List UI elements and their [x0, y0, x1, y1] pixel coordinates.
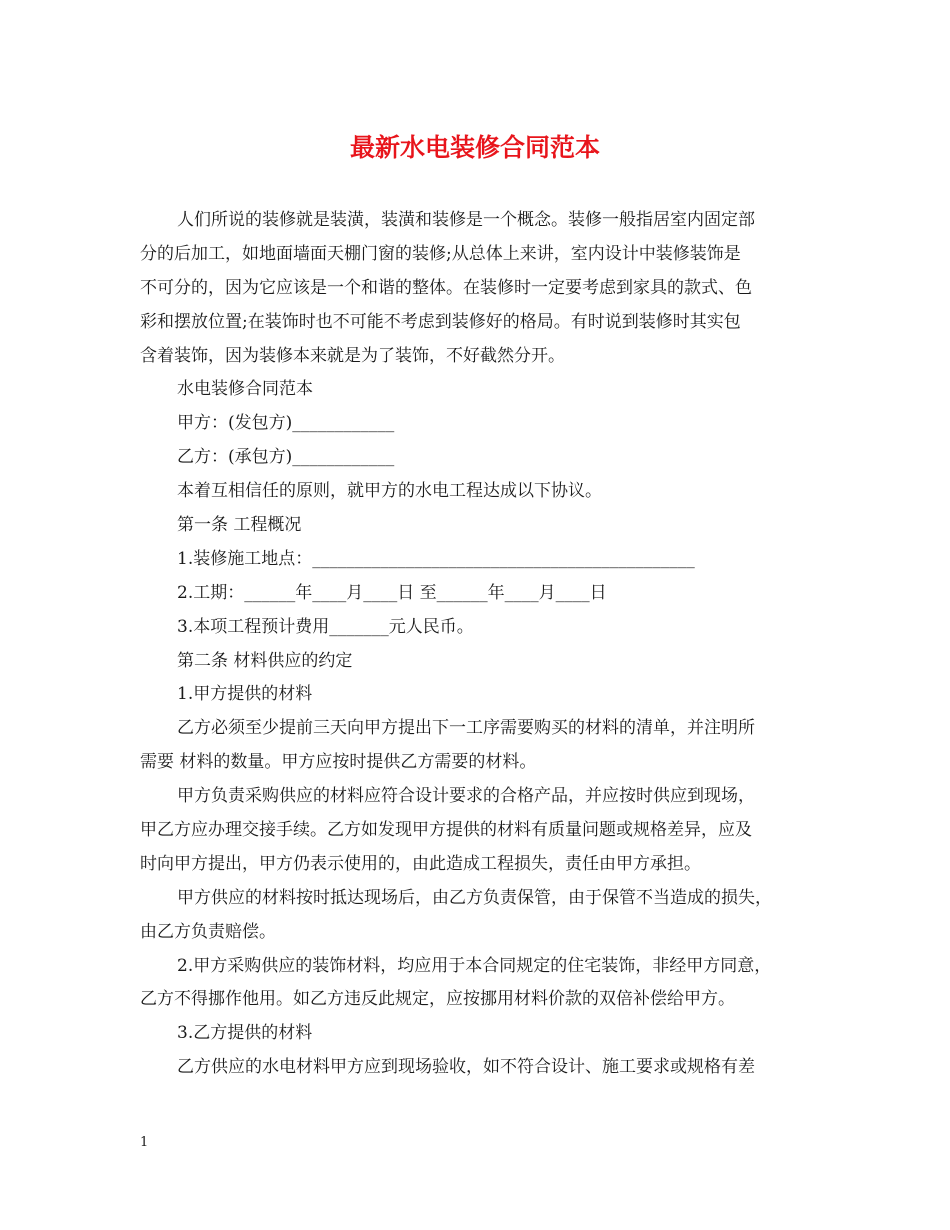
text-line: 彩和摆放位置;在装饰时也不可能不考虑到装修好的格局。有时说到装修时其实包: [140, 311, 741, 332]
document-title: 最新水电装修合同范本: [349, 133, 600, 162]
text-line: 含着装饰，因为装修本来就是为了装饰，不好截然分开。: [140, 345, 565, 366]
text-line: 2.甲方采购供应的装饰材料，均应用于本合同规定的住宅装饰，非经甲方同意，: [177, 955, 772, 976]
text-line: 甲方负责采购供应的材料应符合设计要求的合格产品，并应按时供应到现场，: [177, 786, 755, 807]
text-line: 时向甲方提出，甲方仍表示使用的，由此造成工程损失，责任由甲方承担。: [140, 853, 701, 874]
text-line: 3.本项工程预计费用_______元人民币。: [177, 616, 474, 637]
text-line: 水电装修合同范本: [177, 379, 313, 400]
text-line: 乙方必须至少提前三天向甲方提出下一工序需要购买的材料的清单，并注明所: [177, 718, 755, 739]
text-line: 不可分的，因为它应该是一个和谐的整体。在装修时一定要考虑到家具的款式、色: [140, 277, 752, 298]
text-line: 由乙方负责赔偿。: [140, 921, 276, 942]
text-line: 甲乙方应办理交接手续。乙方如发现甲方提供的材料有质量问题或规格差异，应及: [140, 820, 752, 841]
text-line: 第一条 工程概况: [177, 515, 302, 536]
page-number: 1: [140, 1135, 149, 1150]
text-line: 分的后加工，如地面墙面天棚门窗的装修;从总体上来讲，室内设计中装修装饰是: [140, 243, 741, 264]
text-line: 2.工期：______年____月____日 至______年____月____日: [177, 582, 607, 603]
text-line: 1.甲方提供的材料: [177, 684, 313, 705]
text-line: 1.装修施工地点：_____________________________________________: [177, 548, 695, 569]
text-line: 第二条 材料供应的约定: [177, 650, 353, 671]
text-line: 乙方：(承包方)____________: [177, 447, 395, 468]
text-line: 需要 材料的数量。甲方应按时提供乙方需要的材料。: [140, 752, 537, 773]
document-body: [140, 204, 820, 1085]
text-line: 乙方供应的水电材料甲方应到现场验收，如不符合设计、施工要求或规格有差: [177, 1057, 755, 1078]
text-line: 甲方：(发包方)____________: [177, 413, 395, 434]
text-line: 人们所说的装修就是装潢，装潢和装修是一个概念。装修一般指居室内固定部: [177, 210, 755, 230]
text-line: 甲方供应的材料按时抵达现场后，由乙方负责保管，由于保管不当造成的损失，: [177, 887, 772, 908]
text-line: 本着互相信任的原则，就甲方的水电工程达成以下协议。: [177, 481, 602, 502]
text-line: 乙方不得挪作他用。如乙方违反此规定，应按挪用材料价款的双倍补偿给甲方。: [140, 989, 735, 1010]
text-line: 3.乙方提供的材料: [177, 1023, 313, 1044]
